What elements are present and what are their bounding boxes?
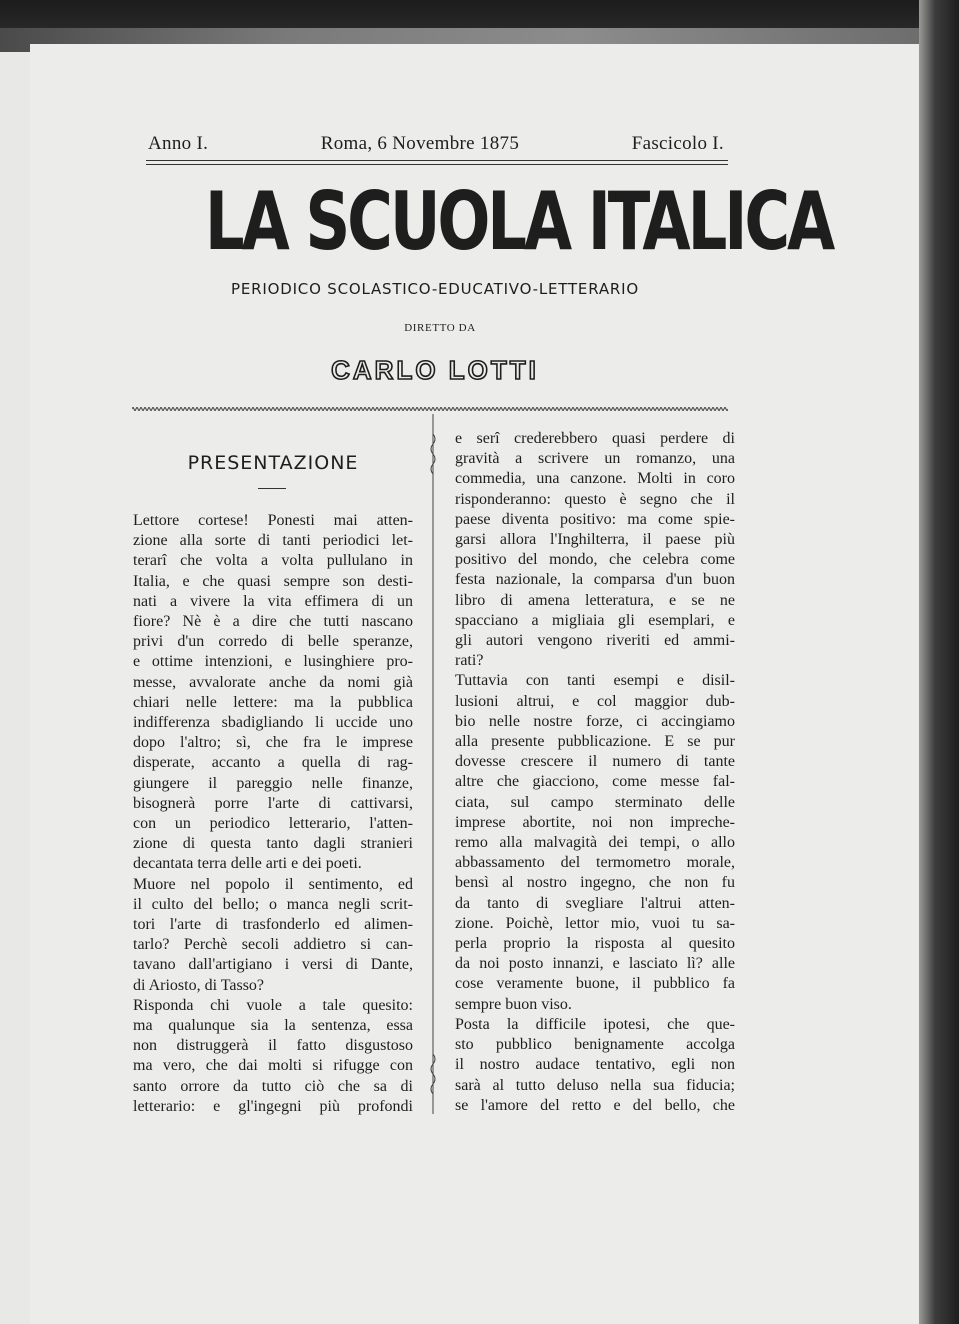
text-line: bensì al nostro ingegno, che non fu [455, 874, 735, 892]
text-line: paese diventa positivo: ma come spie- [455, 510, 735, 528]
issue-number: Fascicolo I. [631, 133, 724, 154]
text-line: bio nelle nostre forze, ci accingiamo [455, 712, 735, 730]
header-rule-top [146, 160, 728, 161]
text-line: e serî crederebbero quasi perdere di [455, 430, 735, 447]
text-line: Posta la difficile ipotesi, che que- [455, 1015, 735, 1033]
text-line: nati a vivere la vita effimera di un [133, 592, 413, 610]
text-line: sto pubblico benignamente accolga [455, 1036, 735, 1054]
scan-right-edge [919, 0, 959, 1324]
text-line: Risponda chi vuole a tale quesito: [133, 996, 413, 1014]
text-line: tori l'arte di trasfonderlo ed alimen- [133, 916, 413, 934]
text-line: zione. Poichè, lettor mio, vuoi tu sa- [455, 914, 735, 932]
text-line: garsi allora l'Inghilterra, il paese più [455, 531, 735, 549]
text-line: gravità a scrivere un romanzo, una [455, 450, 735, 468]
text-line: spacciano a migliaia gli esemplari, e [455, 611, 735, 629]
text-line: risponderanno: questo è segno che il [455, 490, 735, 508]
text-line: sempre buon viso. [455, 995, 572, 1013]
text-line: disperate, accanto a quella di rag- [133, 754, 413, 772]
text-line: abbassamento del termometro morale, [455, 854, 735, 872]
text-line: gli autori vengono riveriti ed ammi- [455, 632, 735, 650]
text-line: remo alla malvagità dei tempi, o allo [455, 834, 735, 852]
text-line: tarlo? Perchè secoli addietro si can- [133, 936, 413, 954]
text-line: alla presente pubblicazione. E se pur [455, 733, 735, 751]
text-line: indifferenza sbadigliando li uccide uno [133, 714, 413, 732]
text-line: libro di amena letteratura, e se ne [455, 591, 735, 609]
issue-dateline: Roma, 6 Novembre 1875 [320, 133, 520, 154]
text-line: chiari nelle lettere: ma la pubblica [133, 693, 413, 711]
text-line: decantata terra delle arti e dei poeti. [133, 855, 362, 873]
issue-header [148, 133, 724, 155]
text-line: letterario: e gl'ingegni più profondi [133, 1097, 413, 1115]
text-line: Lettore cortese! Ponesti mai atten- [133, 512, 413, 529]
text-line: perla proprio la risposta al quesito [455, 935, 735, 953]
text-line: Italia, e che quasi sempre son desti- [133, 572, 413, 590]
text-line: ciata, sul campo sterminato delle [455, 793, 735, 811]
text-line: lusioni altrui, e col maggior dub- [455, 692, 735, 710]
masthead-subtitle: PERIODICO SCOLASTICO-EDUCATIVO-LETTERARIO [231, 280, 639, 298]
text-line: fiore? Nè è a dire che tutti nascano [133, 613, 413, 631]
column-divider [428, 414, 438, 1114]
wavy-divider [132, 405, 728, 413]
text-line: santo orrore da tutto ciò che sa di [133, 1077, 413, 1095]
text-line: cose veramente buone, il pubblico fa [455, 975, 735, 993]
masthead-title: LA SCUOLA ITALICA [204, 175, 833, 268]
text-line: da tanto di svegliare l'altrui atten- [455, 894, 735, 912]
text-line: Muore nel popolo il sentimento, ed [133, 875, 413, 893]
text-line: messe, avvalorate anche da nomi già [133, 673, 413, 691]
issue-year: Anno I. [148, 133, 209, 154]
text-line: non distruggerà il fatto disgustoso [133, 1037, 413, 1055]
text-line: Tuttavia con tanti esempi e disil- [455, 672, 735, 690]
text-line: dopo l'altro; sì, che fra le imprese [133, 734, 413, 752]
text-line: zione alla sorte di tanti periodici let- [133, 532, 413, 550]
text-line: zione di questa tanto dagli stranieri [133, 835, 413, 853]
text-line: da noi posto innanzi, e lasciato lì? alle [455, 955, 735, 973]
text-line: festa nazionale, la comparsa d'un buon [455, 571, 735, 589]
text-line: bisognerà porre l'arte di cattivarsi, [133, 794, 413, 812]
text-line: dovesse crescere il numero di tante [455, 753, 735, 771]
text-line: con un periodico letterario, l'atten- [133, 815, 413, 833]
text-line: rati? [455, 652, 484, 670]
text-line: ma vero, che dai molti si rifugge con [133, 1057, 413, 1075]
text-line: positivo del mondo, che celebra come [455, 551, 735, 569]
directed-by-label: DIRETTO DA [404, 322, 476, 334]
article-title: PRESENTAZIONE [187, 452, 359, 474]
text-line: commedia, una canzone. Molti in coro [455, 470, 735, 488]
article-column-left [133, 511, 413, 1117]
text-line: ma qualunque sia la sentenza, essa [133, 1017, 413, 1035]
text-line: e ottime intenzioni, e lusinghiere pro- [133, 653, 413, 671]
scan-top-edge [0, 0, 959, 48]
title-dash [258, 488, 286, 489]
text-line: il culto del bello; o manca negli scrit- [133, 895, 413, 913]
text-line: terarî che volta a volta pullulano in [133, 552, 413, 570]
text-line: privi d'un corredo di belle speranze, [133, 633, 413, 651]
text-line: giungere il pareggio nelle finanze, [133, 774, 413, 792]
text-line: il nostro audace tentativo, egli non [455, 1056, 735, 1074]
text-line: imprese abortite, noi non impreche- [455, 813, 735, 831]
editor-name: CARLO LOTTI [331, 355, 539, 385]
article-column-right [455, 429, 735, 1116]
text-line: tavano dall'artigiano i versi di Dante, [133, 956, 413, 974]
text-line: sarà al tutto deluso nella sua fiducia; [455, 1076, 735, 1094]
text-line: se l'amore del retto e del bello, che [455, 1096, 735, 1114]
text-line: altre che giacciono, come messe fal- [455, 773, 735, 791]
header-rule-bottom [146, 164, 728, 165]
text-line: di Ariosto, di Tasso? [133, 976, 265, 994]
